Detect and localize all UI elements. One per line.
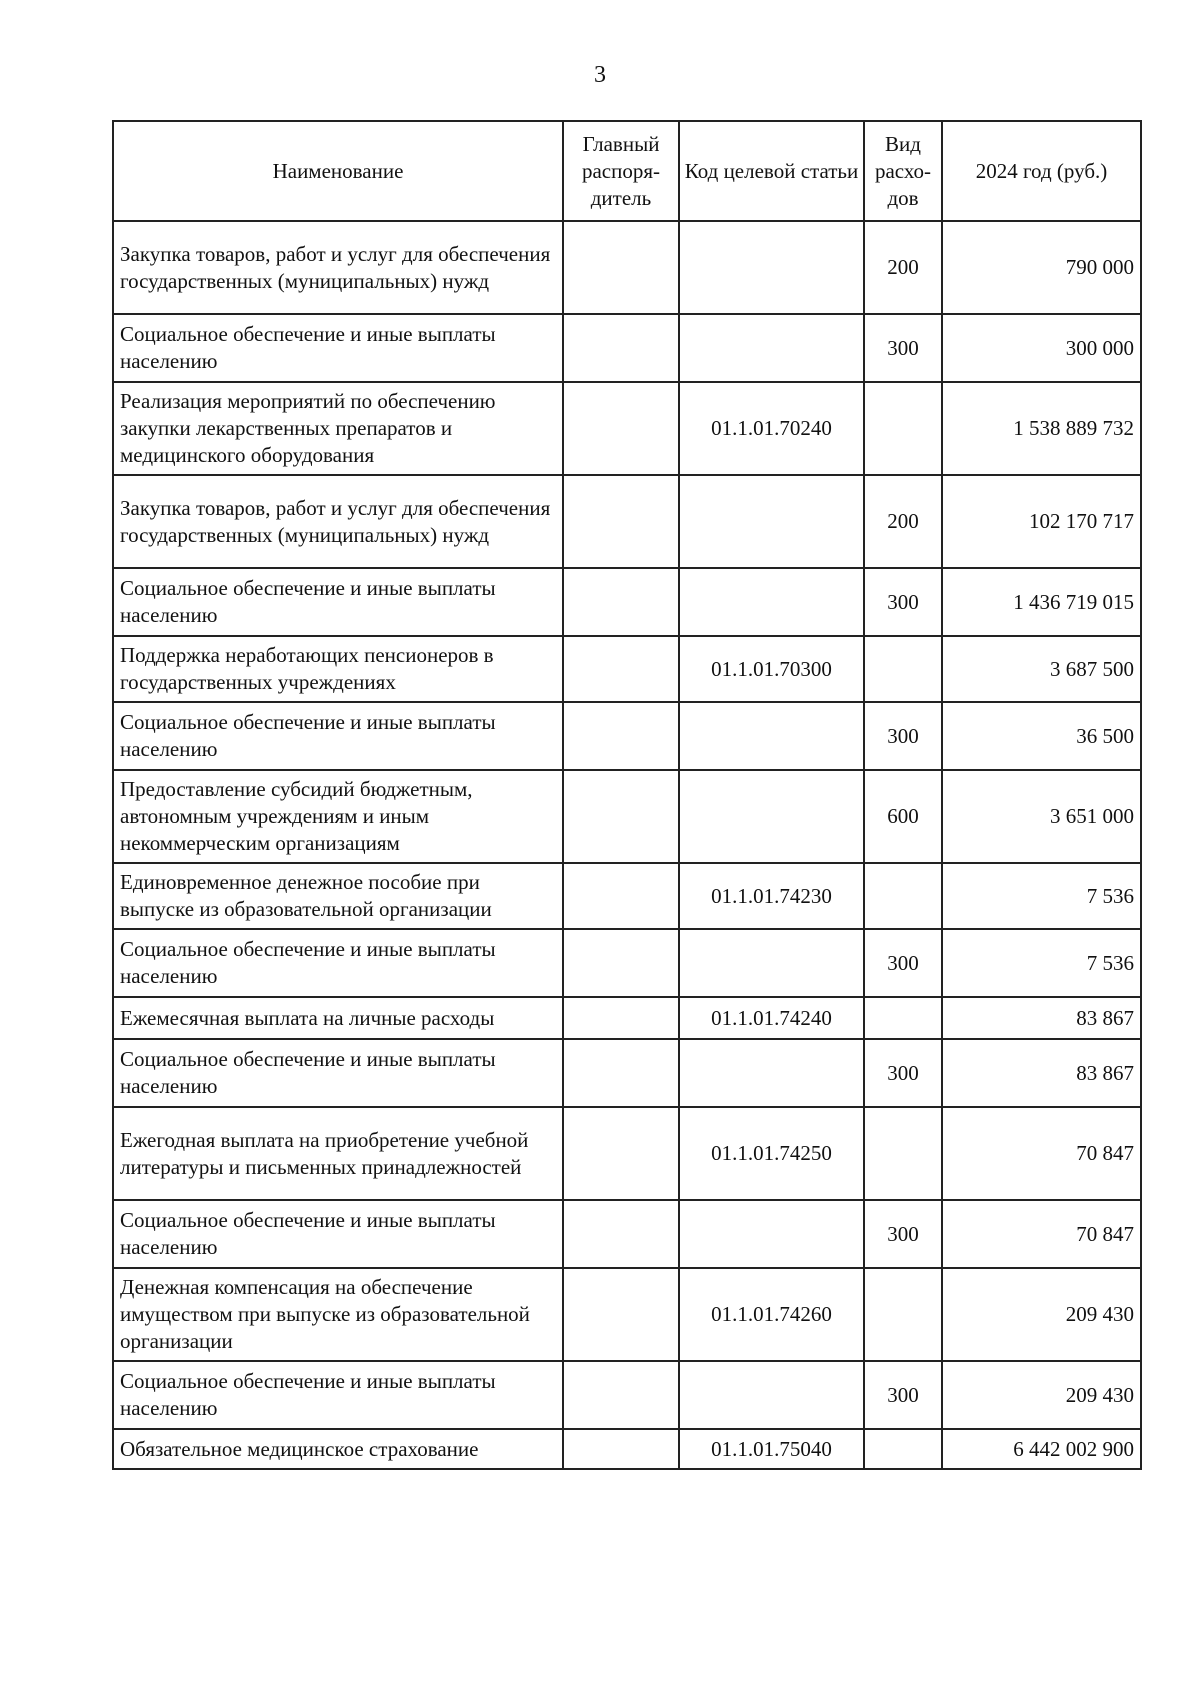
cell-amount: 6 442 002 900 — [942, 1429, 1141, 1469]
cell-target-code — [679, 929, 864, 997]
table-body — [113, 221, 1141, 1469]
table-row — [113, 568, 1141, 636]
header-chief-manager: Главный распоря-дитель — [563, 121, 679, 221]
cell-expense-kind — [864, 636, 942, 702]
table-row — [113, 997, 1141, 1039]
page-number: 3 — [594, 62, 606, 88]
cell-expense-kind — [864, 1268, 942, 1361]
cell-amount: 3 651 000 — [942, 770, 1141, 863]
cell-chief-manager — [563, 770, 679, 863]
cell-chief-manager — [563, 1107, 679, 1200]
cell-name: Обязательное медицинское страхование — [113, 1429, 563, 1469]
cell-target-code — [679, 702, 864, 770]
table-row — [113, 1039, 1141, 1107]
cell-target-code: 01.1.01.74250 — [679, 1107, 864, 1200]
cell-amount: 300 000 — [942, 314, 1141, 382]
cell-chief-manager — [563, 702, 679, 770]
cell-chief-manager — [563, 636, 679, 702]
cell-expense-kind: 300 — [864, 1039, 942, 1107]
table-row — [113, 863, 1141, 929]
table-header-row — [113, 121, 1141, 221]
cell-name: Реализация мероприятий по обеспечению закупки лекарственных препаратов и медицинского оборудования — [113, 382, 563, 475]
table-row — [113, 1107, 1141, 1200]
table-row — [113, 1429, 1141, 1469]
cell-target-code: 01.1.01.70300 — [679, 636, 864, 702]
table-row — [113, 929, 1141, 997]
table-row — [113, 382, 1141, 475]
cell-expense-kind: 300 — [864, 1361, 942, 1429]
cell-amount: 7 536 — [942, 929, 1141, 997]
cell-amount: 1 538 889 732 — [942, 382, 1141, 475]
table-row — [113, 1268, 1141, 1361]
cell-amount: 209 430 — [942, 1361, 1141, 1429]
table-row — [113, 1361, 1141, 1429]
cell-expense-kind — [864, 1429, 942, 1469]
cell-amount: 209 430 — [942, 1268, 1141, 1361]
cell-amount: 3 687 500 — [942, 636, 1141, 702]
cell-amount: 70 847 — [942, 1200, 1141, 1268]
cell-name: Социальное обеспечение и иные выплаты населению — [113, 929, 563, 997]
cell-expense-kind: 300 — [864, 702, 942, 770]
table-row — [113, 1200, 1141, 1268]
cell-chief-manager — [563, 1429, 679, 1469]
cell-chief-manager — [563, 997, 679, 1039]
cell-amount: 790 000 — [942, 221, 1141, 314]
cell-expense-kind: 300 — [864, 929, 942, 997]
cell-target-code — [679, 314, 864, 382]
cell-target-code: 01.1.01.74260 — [679, 1268, 864, 1361]
cell-expense-kind: 300 — [864, 1200, 942, 1268]
cell-target-code — [679, 770, 864, 863]
cell-target-code — [679, 221, 864, 314]
cell-name: Социальное обеспечение и иные выплаты населению — [113, 314, 563, 382]
cell-name: Единовременное денежное пособие при выпуске из образовательной организации — [113, 863, 563, 929]
cell-chief-manager — [563, 568, 679, 636]
cell-target-code: 01.1.01.70240 — [679, 382, 864, 475]
cell-name: Ежегодная выплата на приобретение учебной литературы и письменных принадлежностей — [113, 1107, 563, 1200]
cell-chief-manager — [563, 1039, 679, 1107]
cell-chief-manager — [563, 475, 679, 568]
cell-target-code: 01.1.01.75040 — [679, 1429, 864, 1469]
cell-name: Социальное обеспечение и иные выплаты населению — [113, 1361, 563, 1429]
cell-target-code — [679, 475, 864, 568]
cell-expense-kind — [864, 1107, 942, 1200]
cell-expense-kind: 200 — [864, 475, 942, 568]
header-amount-2024: 2024 год (руб.) — [942, 121, 1141, 221]
cell-target-code — [679, 1200, 864, 1268]
cell-amount: 83 867 — [942, 1039, 1141, 1107]
cell-expense-kind — [864, 863, 942, 929]
cell-name: Социальное обеспечение и иные выплаты населению — [113, 568, 563, 636]
cell-expense-kind: 300 — [864, 314, 942, 382]
cell-target-code — [679, 568, 864, 636]
header-expense-kind: Вид расхо-дов — [864, 121, 942, 221]
cell-chief-manager — [563, 863, 679, 929]
cell-chief-manager — [563, 221, 679, 314]
cell-chief-manager — [563, 1200, 679, 1268]
table-row — [113, 770, 1141, 863]
table-row — [113, 475, 1141, 568]
cell-target-code: 01.1.01.74240 — [679, 997, 864, 1039]
cell-chief-manager — [563, 1361, 679, 1429]
cell-chief-manager — [563, 314, 679, 382]
cell-name: Социальное обеспечение и иные выплаты населению — [113, 702, 563, 770]
table-row — [113, 314, 1141, 382]
cell-amount: 83 867 — [942, 997, 1141, 1039]
cell-chief-manager — [563, 1268, 679, 1361]
cell-name: Предоставление субсидий бюджетным, автономным учреждениям и иным некоммерческим организациям — [113, 770, 563, 863]
cell-amount: 102 170 717 — [942, 475, 1141, 568]
cell-amount: 36 500 — [942, 702, 1141, 770]
cell-target-code — [679, 1361, 864, 1429]
cell-target-code: 01.1.01.74230 — [679, 863, 864, 929]
cell-amount: 1 436 719 015 — [942, 568, 1141, 636]
cell-expense-kind: 200 — [864, 221, 942, 314]
cell-name: Ежемесячная выплата на личные расходы — [113, 997, 563, 1039]
budget-table — [112, 120, 1142, 1470]
cell-name: Денежная компенсация на обеспечение имуществом при выпуске из образовательной организации — [113, 1268, 563, 1361]
header-target-code: Код целевой статьи — [679, 121, 864, 221]
cell-expense-kind — [864, 997, 942, 1039]
cell-expense-kind — [864, 382, 942, 475]
cell-name: Социальное обеспечение и иные выплаты населению — [113, 1200, 563, 1268]
cell-chief-manager — [563, 929, 679, 997]
header-name: Наименование — [113, 121, 563, 221]
table-row — [113, 221, 1141, 314]
cell-expense-kind: 300 — [864, 568, 942, 636]
cell-name: Поддержка неработающих пенсионеров в государственных учреждениях — [113, 636, 563, 702]
cell-name: Закупка товаров, работ и услуг для обеспечения государственных (муниципальных) нужд — [113, 221, 563, 314]
table-row — [113, 636, 1141, 702]
cell-expense-kind: 600 — [864, 770, 942, 863]
cell-amount: 7 536 — [942, 863, 1141, 929]
cell-chief-manager — [563, 382, 679, 475]
cell-name: Социальное обеспечение и иные выплаты населению — [113, 1039, 563, 1107]
cell-amount: 70 847 — [942, 1107, 1141, 1200]
cell-target-code — [679, 1039, 864, 1107]
table-row — [113, 702, 1141, 770]
cell-name: Закупка товаров, работ и услуг для обеспечения государственных (муниципальных) нужд — [113, 475, 563, 568]
